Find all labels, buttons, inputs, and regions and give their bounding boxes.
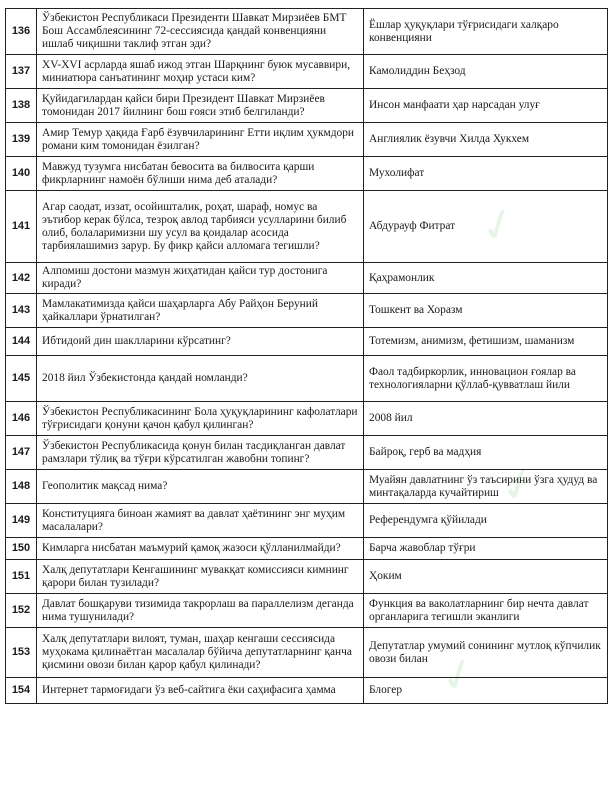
answer-cell: Ҳоким [364, 560, 608, 594]
table-row [6, 436, 608, 470]
row-number: 141 [6, 191, 37, 263]
row-number: 147 [6, 436, 37, 470]
question-cell: Халқ депутатлари Кенгашининг мувакқат комиссияси кимнинг қарори билан тузилади? [37, 560, 364, 594]
row-number: 148 [6, 470, 37, 504]
row-number: 149 [6, 504, 37, 538]
question-cell: Халқ депутатлари вилоят, туман, шаҳар кенгаши сессиясида муҳокама қилинаётган масалалар бўйича депутатларнинг қанча қисмини овози билан қарор қабул қилинади? [37, 628, 364, 678]
answer-cell: Камолиддин Беҳзод [364, 55, 608, 89]
answer-cell: Муайян давлатнинг ўз таъсирини ўзга ҳудуд ва минтақаларда кучайтириш [364, 470, 608, 504]
answer-cell: Инсон манфаати ҳар нарсадан улуғ [364, 89, 608, 123]
row-number: 143 [6, 294, 37, 328]
question-cell: Мамлакатимизда қайси шаҳарларга Абу Райҳон Беруний ҳайкаллари ўрнатилган? [37, 294, 364, 328]
question-cell: Давлат бошқаруви тизимида такрорлаш ва параллелизм деганда нима тушунилади? [37, 594, 364, 628]
answer-cell: 2008 йил [364, 402, 608, 436]
question-cell: Кимларга нисбатан маъмурий қамоқ жазоси қўлланилмайди? [37, 538, 364, 560]
question-cell: Ибтидоий дин шаклларини кўрсатинг? [37, 328, 364, 356]
answer-cell: Мухолифат [364, 157, 608, 191]
watermark: ✓ [472, 195, 525, 256]
answer-cell: Депутатлар умумий сонининг мутлоқ кўпчилик овози билан [364, 628, 608, 678]
table-row [6, 538, 608, 560]
table-row [6, 470, 608, 504]
row-number: 144 [6, 328, 37, 356]
question-cell: XV-XVI асрларда яшаб ижод этган Шарқнинг буюк мусаввири, миниатюра санъатининг моҳир устаси ким? [37, 55, 364, 89]
answer-cell: Блогер [364, 678, 608, 704]
table-row [6, 504, 608, 538]
table-row [6, 594, 608, 628]
table-row [6, 402, 608, 436]
table-row [6, 560, 608, 594]
question-cell: Конституцияга биноан жамият ва давлат ҳаётининг энг муҳим масалалари? [37, 504, 364, 538]
question-cell: Ўзбекистон Республикасининг Бола ҳуқуқларининг кафолатлари тўғрисидаги қонуни қачон қабул қилинган? [37, 402, 364, 436]
question-cell: Мавжуд тузумга нисбатан бевосита ва билвосита қарши фикрларнинг намоён бўлиши нима деб аталади? [37, 157, 364, 191]
table-row [6, 294, 608, 328]
answer-cell: Функция ва ваколатларнинг бир нечта давлат органларига тегишли эканлиги [364, 594, 608, 628]
answer-cell: Тотемизм, анимизм, фетишизм, шаманизм [364, 328, 608, 356]
row-number: 140 [6, 157, 37, 191]
answer-cell: Қаҳрамонлик [364, 263, 608, 294]
row-number: 146 [6, 402, 37, 436]
question-cell: Амир Темур ҳақида Ғарб ёзувчиларининг Етти иқлим ҳукмдори романи ким томонидан ёзилган? [37, 123, 364, 157]
table-row [6, 678, 608, 704]
row-number: 137 [6, 55, 37, 89]
table-row [6, 55, 608, 89]
answer-cell: Тошкент ва Хоразм [364, 294, 608, 328]
questions-table [5, 8, 608, 704]
question-cell: Агар саодат, иззат, осойишталик, роҳат, шараф, номус ва эътибор керак бўлса, тезроқ авлод тарбияси усулларини билиб олиб, болаларимизни шу усул ва қоидалар асосида тарбиялашимиз зарур. Бу фикр қайси алломага тегишли? [37, 191, 364, 263]
question-cell: 2018 йил Ўзбекистонда қандай номланди? [37, 356, 364, 402]
question-cell: Ўзбекистон Республикасида қонун билан тасдиқланган давлат рамзлари тўлиқ ва тўғри кўрсатилган жавобни топинг? [37, 436, 364, 470]
question-cell: Геополитик мақсад нима? [37, 470, 364, 504]
answer-cell: Ёшлар ҳуқуқлари тўғрисидаги халқаро конвенцияни [364, 9, 608, 55]
table-row [6, 263, 608, 294]
row-number: 138 [6, 89, 37, 123]
row-number: 136 [6, 9, 37, 55]
table-row [6, 328, 608, 356]
table-row [6, 89, 608, 123]
watermark: ✓ [432, 645, 485, 706]
question-cell: Ўзбекистон Республикаси Президенти Шавкат Мирзиёев БМТ Бош Ассамблеясининг 72-сессиясида қандай конвенцияни ишлаб чиқишни таклиф этган эди? [37, 9, 364, 55]
row-number: 151 [6, 560, 37, 594]
row-number: 139 [6, 123, 37, 157]
table-row [6, 9, 608, 55]
answer-cell: Фаол тадбиркорлик, инновацион ғоялар ва технологияларни қўллаб-қувватлаш йили [364, 356, 608, 402]
answer-cell: Байроқ, герб ва мадҳия [364, 436, 608, 470]
row-number: 153 [6, 628, 37, 678]
table-row [6, 191, 608, 263]
answer-cell: Референдумга қўйилади [364, 504, 608, 538]
watermark: ✓ [492, 455, 545, 516]
answer-cell: Барча жавоблар тўғри [364, 538, 608, 560]
answer-cell: Англиялик ёзувчи Хилда Хукхем [364, 123, 608, 157]
table-row [6, 123, 608, 157]
row-number: 142 [6, 263, 37, 294]
questions-table-body [6, 9, 608, 704]
row-number: 152 [6, 594, 37, 628]
table-row [6, 628, 608, 678]
row-number: 150 [6, 538, 37, 560]
table-row [6, 356, 608, 402]
question-cell: Алпомиш достони мазмун жиҳатидан қайси тур достонига киради? [37, 263, 364, 294]
question-cell: Қуйидагилардан қайси бири Президент Шавкат Мирзиёев томонидан 2017 йилнинг бош ғояси этиб белгиланди? [37, 89, 364, 123]
row-number: 154 [6, 678, 37, 704]
table-row [6, 157, 608, 191]
answer-cell: Абдурауф Фитрат [364, 191, 608, 263]
question-cell: Интернет тармоғидаги ўз веб-сайтига ёки саҳифасига ҳамма [37, 678, 364, 704]
row-number: 145 [6, 356, 37, 402]
